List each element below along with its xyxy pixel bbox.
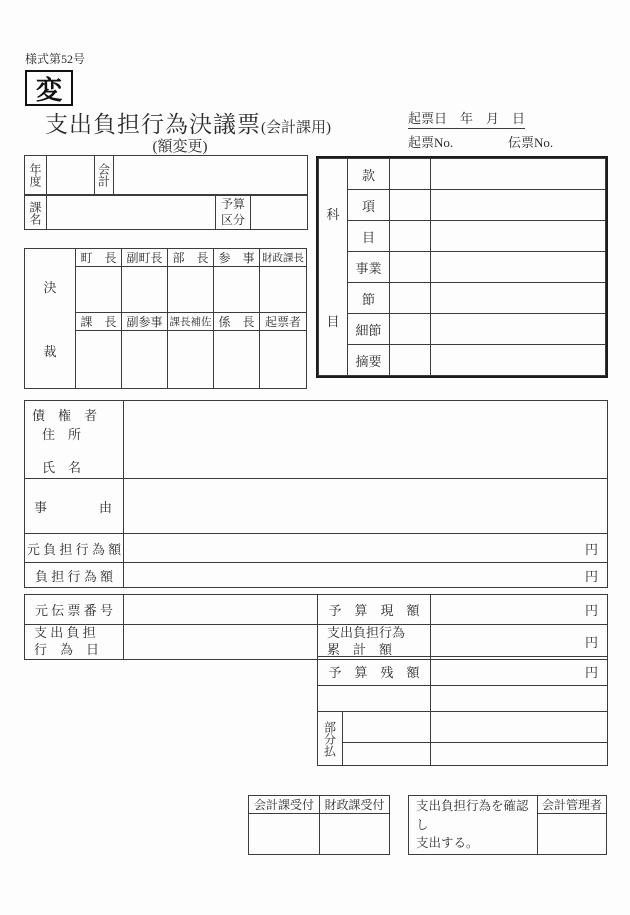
subject-row-label: 節 [348,283,390,314]
main-table-upper [24,400,608,588]
account-cell [114,156,308,195]
subject-row-label: 目 [348,221,390,252]
info-table-row2 [24,195,308,230]
form-subtitle: (額変更) [152,139,208,155]
subject-code-cell [390,221,431,252]
reason-label: 事 由 [25,479,124,534]
header-right-block [408,108,618,152]
partial-payment-cell-2a [343,743,431,766]
original-slip-number-label: 元 伝 票 番 号 [25,595,124,625]
approval-stamp-cell [122,267,168,313]
subject-code-cell [390,345,431,376]
finance-receipt-stamp-cell [320,814,390,855]
approval-stamp-cell [76,267,122,313]
approver-title: 副町長 [122,249,168,267]
reason-value-cell [124,479,608,534]
approval-stamp-cell [168,267,214,313]
main-table-right [317,656,608,766]
original-burden-amount-cell [124,534,608,563]
approval-stamp-cell [76,331,122,389]
yen-unit: 円 [584,664,598,680]
accounting-manager-label: 会計管理者 [538,796,607,814]
subject-table [318,158,606,376]
fiscal-year-label: 年度 [25,156,47,195]
approval-stamp-cell [122,331,168,389]
approval-stamp-cell [260,331,307,389]
change-stamp-char: 変 [35,75,62,105]
draft-date-label: 起票日 年 月 日 [408,108,525,129]
budget-balance-label: 予 算 残 額 [318,657,431,686]
subject-table-frame [316,156,608,378]
receipt-table [248,795,390,855]
burden-amount-label: 負 担 行 為 額 [25,563,124,588]
subject-header: 科 目 [319,159,348,376]
form-title-main: 支出負担行為決議票 [45,112,261,137]
partial-payment-cell-1b [431,712,608,743]
subject-row-label: 項 [348,190,390,221]
budget-current-cell [431,595,608,625]
subject-row-label: 摘要 [348,345,390,376]
yen-unit: 円 [584,603,598,618]
subject-value-cell [431,190,606,221]
approver-title: 副参事 [122,313,168,331]
budget-class-cell [251,196,308,230]
voucher-no-label: 伝票No. [508,135,554,150]
subject-value-cell [431,159,606,190]
subject-code-cell [390,159,431,190]
partial-payment-cell-1a [343,712,431,743]
original-burden-amount-label: 元 負 担 行 為 額 [25,534,124,563]
spare-value-cell [431,686,608,712]
approver-title: 起票者 [260,313,307,331]
spare-label-cell [318,686,431,712]
burden-date-label: 支 出 負 担 行 為 日 [25,625,124,660]
accounting-receipt-stamp-cell [249,814,320,855]
approver-title: 参 事 [214,249,260,267]
section-label: 課名 [25,196,47,230]
accounting-receipt-label: 会計課受付 [249,796,320,814]
partial-payment-label: 部分払 [318,712,343,766]
approver-title: 係 長 [214,313,260,331]
subject-value-cell [431,221,606,252]
burden-total-label: 支出負担行為 累 計 額 [318,625,431,660]
subject-value-cell [431,345,606,376]
budget-balance-cell [431,657,608,686]
form-title-suffix: (会計課用) [261,120,331,136]
approval-stamp-cell [168,331,214,389]
subject-code-cell [390,283,431,314]
approver-title: 課 長 [76,313,122,331]
accounting-manager-stamp-cell [538,814,607,855]
burden-amount-cell [124,563,608,588]
info-table-row1 [24,155,308,195]
change-stamp-box [25,70,73,106]
confirmation-text: 支出負担行為を確認し 支出する。 [409,796,538,855]
budget-current-label: 予 算 現 額 [318,595,431,625]
approval-stamp-cell [260,267,307,313]
creditor-label: 債 権 者 住 所 氏 名 [25,401,124,479]
yen-unit: 円 [584,568,598,584]
burden-date-cell [124,625,318,660]
main-table-middle [24,594,608,660]
subject-row-label: 款 [348,159,390,190]
subject-code-cell [390,190,431,221]
approver-title: 町 長 [76,249,122,267]
subject-value-cell [431,252,606,283]
fiscal-year-cell [47,156,95,195]
account-label: 会計 [95,156,114,195]
finance-receipt-label: 財政課受付 [320,796,390,814]
approver-title: 部 長 [168,249,214,267]
confirmation-table [408,795,607,855]
approval-stamp-cell [214,331,260,389]
approval-stamp-cell [214,267,260,313]
original-slip-number-cell [124,595,318,625]
approval-header: 決 裁 [25,249,76,389]
subject-value-cell [431,314,606,345]
yen-unit: 円 [584,635,598,651]
partial-payment-cell-2b [431,743,608,766]
creditor-value-cell [124,401,608,479]
subject-code-cell [390,314,431,345]
approval-table [24,248,307,389]
approver-title: 財政課長 [260,249,307,267]
form-number: 様式第52号 [25,52,86,66]
burden-total-cell [431,625,608,660]
subject-row-label: 事業 [348,252,390,283]
approver-title: 課長補佐 [168,313,214,331]
yen-unit: 円 [584,541,598,557]
section-cell [47,196,216,230]
subject-row-label: 細節 [348,314,390,345]
draft-no-label: 起票No. [408,135,454,150]
budget-class-label: 予算 区分 [216,196,251,230]
subject-value-cell [431,283,606,314]
subject-code-cell [390,252,431,283]
